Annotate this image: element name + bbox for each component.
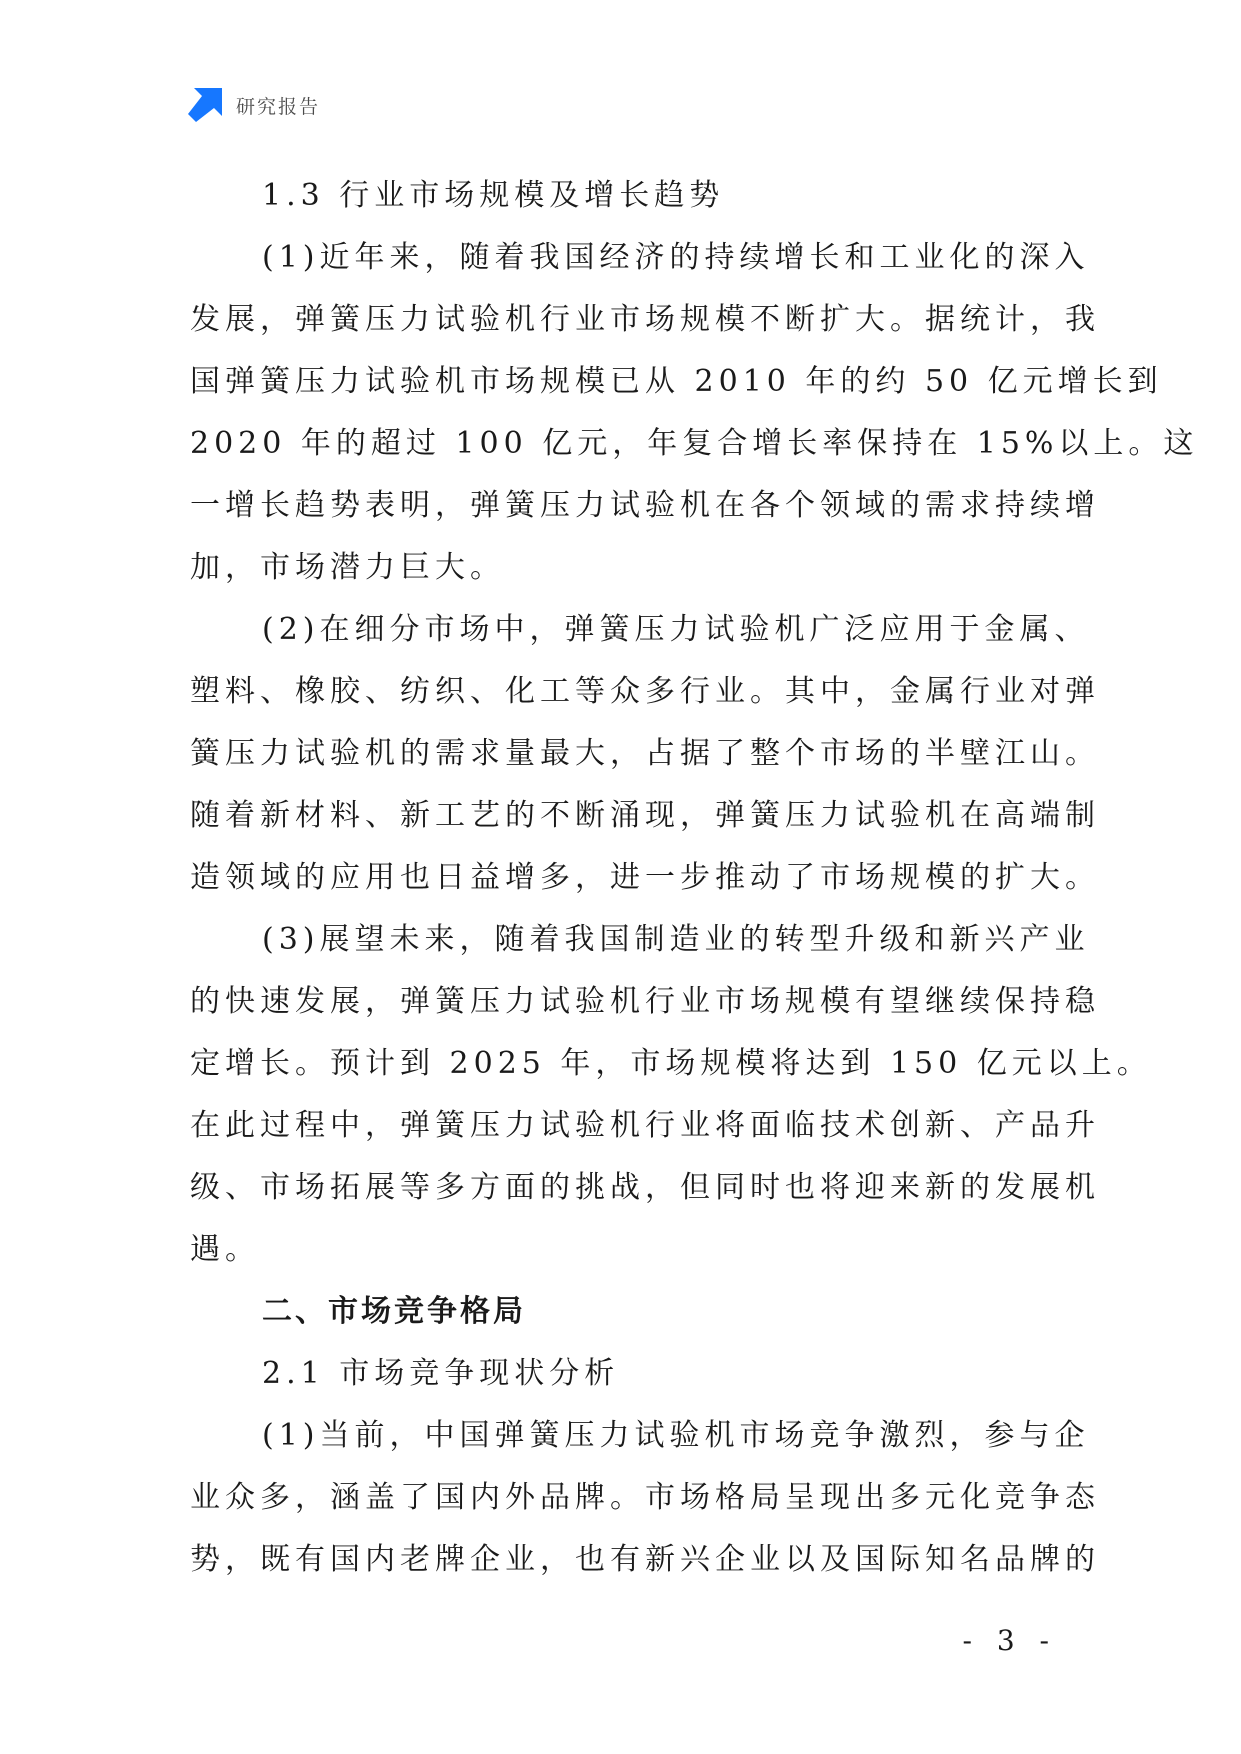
paragraph-line: (1)当前，中国弹簧压力试验机市场竞争激烈，参与企 — [262, 1418, 1090, 1453]
section-heading-1-3: 1.3 行业市场规模及增长趋势 — [262, 178, 725, 213]
paragraph-line: 级、市场拓展等多方面的挑战，但同时也将迎来新的发展机 — [190, 1170, 1100, 1205]
paragraph-line: 的快速发展，弹簧压力试验机行业市场规模有望继续保持稳 — [190, 984, 1100, 1019]
brand-label: 研究报告 — [236, 95, 321, 118]
paragraph-line: 随着新材料、新工艺的不断涌现，弹簧压力试验机在高端制 — [190, 798, 1100, 833]
document-body — [190, 165, 1199, 1591]
paragraph-line: (1)近年来，随着我国经济的持续增长和工业化的深入 — [262, 240, 1090, 275]
page-header — [188, 88, 320, 122]
paragraph-line: 遇。 — [190, 1232, 260, 1267]
paragraph-line: 业众多，涵盖了国内外品牌。市场格局呈现出多元化竞争态 — [190, 1480, 1100, 1515]
chapter-heading-2: 二、市场竞争格局 — [262, 1294, 526, 1329]
arrow-up-right-icon — [188, 88, 222, 122]
paragraph-line: 在此过程中，弹簧压力试验机行业将面临技术创新、产品升 — [190, 1108, 1100, 1143]
page-number: - 3 - — [962, 1624, 1057, 1657]
paragraph-line: (3)展望未来，随着我国制造业的转型升级和新兴产业 — [262, 922, 1090, 957]
paragraph-line: 国弹簧压力试验机市场规模已从 2010 年的约 50 亿元增长到 — [190, 364, 1163, 399]
paragraph-line: 一增长趋势表明，弹簧压力试验机在各个领域的需求持续增 — [190, 488, 1100, 523]
paragraph-line: 2020 年的超过 100 亿元，年复合增长率保持在 15%以上。这 — [190, 426, 1199, 461]
section-heading-2-1: 2.1 市场竞争现状分析 — [262, 1356, 620, 1391]
paragraph-line: 塑料、橡胶、纺织、化工等众多行业。其中，金属行业对弹 — [190, 674, 1100, 709]
paragraph-line: 发展，弹簧压力试验机行业市场规模不断扩大。据统计，我 — [190, 302, 1100, 337]
paragraph-line: 簧压力试验机的需求量最大，占据了整个市场的半壁江山。 — [190, 736, 1100, 771]
paragraph-line: 定增长。预计到 2025 年，市场规模将达到 150 亿元以上。 — [190, 1046, 1152, 1081]
paragraph-line: (2)在细分市场中，弹簧压力试验机广泛应用于金属、 — [262, 612, 1090, 647]
paragraph-line: 造领域的应用也日益增多，进一步推动了市场规模的扩大。 — [190, 860, 1100, 895]
paragraph-line: 加，市场潜力巨大。 — [190, 550, 505, 585]
paragraph-line: 势，既有国内老牌企业，也有新兴企业以及国际知名品牌的 — [190, 1542, 1100, 1577]
